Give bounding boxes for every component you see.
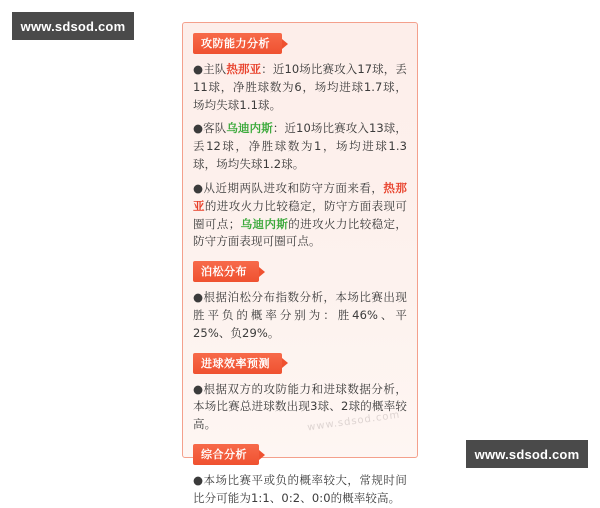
home-team-lead-label: ●主队 [193, 62, 227, 76]
section-heading-wrap-2 [193, 353, 407, 381]
away-team-stats-text: ：近10场比赛攻入13球，丢12球，净胜球数为1，场均进球1.3球，场均失球1.2球。 [193, 121, 407, 172]
watermark-bottom-right: www.sdsod.com [466, 440, 588, 468]
section-heading-attack-defense: 攻防能力分析 [193, 33, 282, 54]
section-heading-goal-efficiency: 进球效率预测 [193, 353, 282, 374]
paragraph-overall-text: ●本场比赛平或负的概率较大，常规时间比分可能为1:1、0:2、0:0的概率较高。 [193, 473, 407, 505]
section-heading-poisson: 泊松分布 [193, 261, 259, 282]
analysis-card [182, 22, 418, 505]
paragraph-attack-defense-summary [193, 180, 407, 251]
paragraph-away-team-stats [193, 120, 407, 173]
section-heading-wrap-0 [193, 33, 407, 61]
card-faint-watermark: www.sdsod.com [307, 409, 402, 434]
paragraph-poisson-text: ●根据泊松分布指数分析，本场比赛出现胜平负的概率分别为：胜46%、平25%、负29%。 [193, 290, 407, 340]
section-heading-wrap-1 [193, 261, 407, 289]
summary-home-team-name: 热那亚 [193, 180, 407, 213]
section-heading-wrap-3 [193, 444, 407, 472]
summary-prefix-text: ●从近期两队进攻和防守方面来看， [193, 180, 384, 195]
home-team-name: 热那亚 [226, 62, 262, 76]
summary-suffix-text: 的进攻火力比较稳定，防守方面表现可圈可点。 [193, 216, 408, 249]
away-team-lead-label: ●客队 [193, 121, 227, 136]
paragraph-goal-efficiency-text: ●根据双方的攻防能力和进球数据分析，本场比赛总进球数出现3球、2球的概率较高。 [193, 381, 407, 432]
analysis-card-content [193, 33, 408, 505]
section-heading-overall: 综合分析 [193, 444, 259, 465]
paragraph-home-team-stats [193, 61, 407, 114]
away-team-name: 乌迪内斯 [226, 121, 273, 136]
summary-middle-text: 的进攻火力比较稳定，防守方面表现可圈可点； [193, 198, 407, 231]
summary-away-team-name: 乌迪内斯 [240, 216, 289, 231]
watermark-top-left: www.sdsod.com [12, 12, 134, 40]
home-team-stats-text: ：近10场比赛攻入17球，丢11球，净胜球数为6，场均进球1.7球，场均失球1.1球。 [193, 62, 407, 112]
